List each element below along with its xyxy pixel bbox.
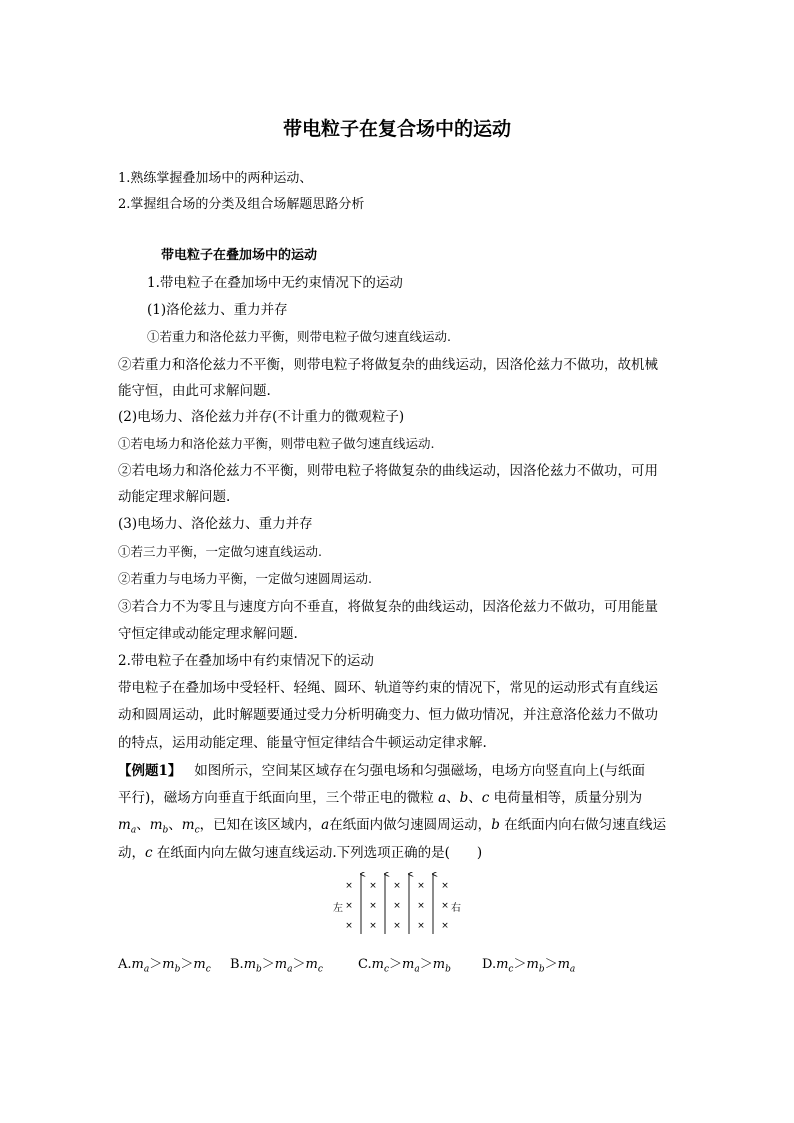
option-b[interactable]: $B.m_b>m_a>m_c$ [230,957,323,975]
cross-mark: × [441,901,449,911]
case-2-point-a: ①若电场力和洛伦兹力平衡，则带电粒子做匀速直线运动. [118,436,435,451]
case-2-point-b-line2: 动能定理求解问题. [118,489,231,505]
cross-mark: × [345,881,353,891]
cross-mark: × [393,921,401,931]
example-label: 【例题1】 [118,763,182,779]
cross-mark: × [369,921,377,931]
cross-mark: × [417,901,425,911]
subsection-2-para-line2: 动和圆周运动，此时解题要通过受力分析明确变力、恒力做功情况，并注意洛伦兹力不做功 [118,707,658,723]
case-1-heading: (1)洛伦兹力、重力并存 [147,302,288,318]
case-3-point-a: ①若三力平衡，一定做匀速直线运动. [118,544,322,559]
case-3-point-c-line1: ③若合力不为零且与速度方向不垂直，将做复杂的曲线运动，因洛伦兹力不做功，可用能量 [118,599,658,615]
case-1-point-a: ①若重力和洛伦兹力平衡，则带电粒子做匀速直线运动. [147,329,451,344]
cross-mark: × [393,901,401,911]
option-a[interactable]: $A.m_a>m_b>m_c$ [118,957,211,975]
example-line-4: 动，c 在纸面内向左做匀速直线运动.下列选项正确的是( ) [118,845,483,861]
case-3-point-b: ②若重力与电场力平衡，一定做匀速圆周运动. [118,571,372,586]
case-3-heading: (3)电场力、洛伦兹力、重力并存 [118,516,313,532]
case-1-point-b-line1: ②若重力和洛伦兹力不平衡，则带电粒子将做复杂的曲线运动，因洛伦兹力不做功，故机械 [118,357,658,373]
cross-mark: × [345,921,353,931]
cross-mark: × [417,881,425,891]
cross-mark: × [441,921,449,931]
subsection-1-heading: 1.带电粒子在叠加场中无约束情况下的运动 [147,275,403,291]
right-label: 右 [451,903,461,914]
cross-mark: × [345,901,353,911]
option-d[interactable]: $D.m_c>m_b>m_a$ [482,957,576,975]
field-diagram [330,872,470,934]
objective-1: 1.熟练掌握叠加场中的两种运动、 [118,171,313,186]
example-line-1: 【例题1】 如图所示，空间某区域存在匀强电场和匀强磁场，电场方向竖直向上(与纸面 [118,763,646,779]
objective-2: 2.掌握组合场的分类及组合场解题思路分析 [118,197,365,212]
cross-mark: × [441,881,449,891]
cross-mark: × [369,901,377,911]
page-title: 带电粒子在复合场中的运动 [282,118,511,140]
case-2-point-b-line1: ②若电场力和洛伦兹力不平衡，则带电粒子将做复杂的曲线运动，因洛伦兹力不做功，可用 [118,463,658,479]
case-2-heading: (2)电场力、洛伦兹力并存(不计重力的微观粒子) [118,409,405,425]
subsection-2-para-line1: 带电粒子在叠加场中受轻杆、轻绳、圆环、轨道等约束的情况下，常见的运动形式有直线运 [118,680,658,696]
cross-mark: × [393,881,401,891]
left-label: 左 [333,903,343,914]
option-c[interactable]: $C.m_c>m_a>m_b$ [358,957,451,975]
section-heading: 带电粒子在叠加场中的运动 [161,248,318,263]
example-line-3: $m_a$、$m_b$、$m_c$，已知在该区域内，a在纸面内做匀速圆周运动，b 在纸面内向右做匀速直线运 [118,817,667,836]
subsection-2-heading: 2.带电粒子在叠加场中有约束情况下的运动 [118,653,374,669]
cross-mark: × [369,881,377,891]
case-3-point-c-line2: 守恒定律或动能定理求解问题. [118,626,298,642]
case-1-point-b-line2: 能守恒，由此可求解问题. [118,383,271,399]
cross-mark: × [417,921,425,931]
example-line-2: 平行)，磁场方向垂直于纸面向里，三个带正电的微粒 a、b、c 电荷量相等，质量分别为 [118,790,643,806]
subsection-2-para-line3: 的特点，运用动能定理、能量守恒定律结合牛顿运动定律求解. [118,735,487,751]
